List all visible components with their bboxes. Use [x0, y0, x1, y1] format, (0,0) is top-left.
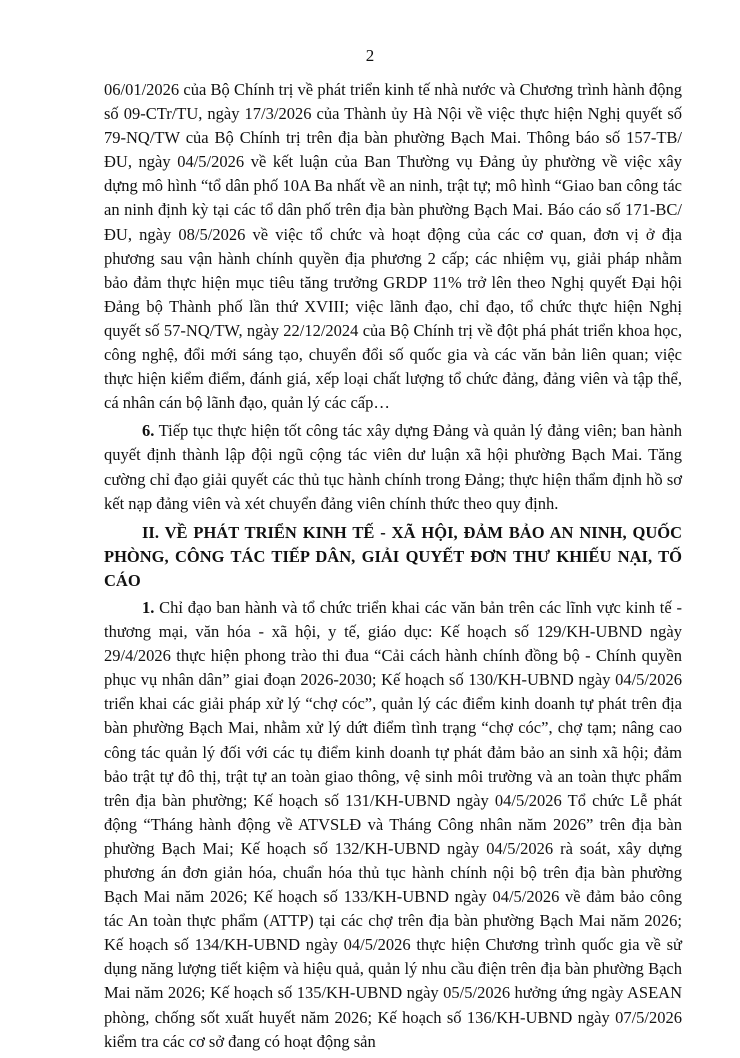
item-number: 1.: [142, 597, 155, 617]
document-body: [104, 78, 682, 1058]
paragraph-continuation: 06/01/2026 của Bộ Chính trị về phát triển kinh tế nhà nước và Chương trình hành động số 09-CTr/TU, ngày 17/3/2026 của Thành ủy Hà Nội về việc thực hiện Nghị quyết số 79-NQ/TW của Bộ Chính trị trên địa bàn phường Bạch Mai. Thông báo số 157-TB/ĐU, ngày 04/5/2026 về kết luận của Ban Thường vụ Đảng ủy phường về việc xây dựng mô hình “tổ dân phố 10A Ba nhất về an ninh, trật tự; mô hình “Giao ban công tác an ninh định kỳ tại các tổ dân phố trên địa bàn phường Bạch Mai. Báo cáo số 171-BC/ĐU, ngày 08/5/2026 về việc tổ chức và hoạt động của các cơ quan, đơn vị ở địa phương sau vận hành chính quyền địa phương 2 cấp; các nhiệm vụ, giải pháp nhằm bảo đảm thực hiện mục tiêu tăng trưởng GRDP 11% trở lên theo Nghị quyết Đại hội Đảng bộ Thành phố lần thứ XVIII; việc lãnh đạo, chỉ đạo, tổ chức thực hiện Nghị quyết số 57-NQ/TW, ngày 22/12/2024 của Bộ Chính trị về đột phá phát triển khoa học, công nghệ, đổi mới sáng tạo, chuyển đổi số quốc gia và các văn bản liên quan; việc thực hiện kiểm điểm, đánh giá, xếp loại chất lượng tổ chức đảng, đảng viên và tập thể, cá nhân cán bộ lãnh đạo, quản lý các cấp…: [104, 80, 682, 413]
paragraph-item-1: [104, 596, 682, 1054]
item-number: 6.: [142, 421, 155, 441]
section-heading: II. VỀ PHÁT TRIỂN KINH TẾ - XÃ HỘI, ĐẢM BẢO AN NINH, QUỐC PHÒNG, CÔNG TÁC TIẾP DÂN, GIẢI QUYẾT ĐƠN THƯ KHIẾU NẠI, TỐ CÁO: [104, 522, 682, 590]
paragraph-text: Chỉ đạo ban hành và tổ chức triển khai các văn bản trên các lĩnh vực kinh tế - thương mại, văn hóa - xã hội, y tế, giáo dục: Kế hoạch số 129/KH-UBND ngày 29/4/2026 thực hiện phong trào thi đua “Cải cách hành chính đồng bộ - Chính quyền phục vụ nhân dân” giai đoạn 2026-2030; Kế hoạch số 130/KH-UBND ngày 04/5/2026 triển khai các giải pháp xử lý “chợ cóc”, quản lý các điểm kinh doanh tự phát trên địa bàn phường Bạch Mai, nhằm xử lý dứt điểm tình trạng “chợ cóc”, chợ tạm; nâng cao công tác quản lý đối với các tụ điểm kinh doanh tự phát đảm bảo an sinh xã hội; đảm bảo trật tự đô thị, trật tự an toàn giao thông, vệ sinh môi trường và an toàn thực phẩm trên địa bàn phường; Kế hoạch số 131/KH-UBND ngày 04/5/2026 Tổ chức Lễ phát động “Tháng hành động về ATVSLĐ và Tháng Công nhân năm 2026” trên địa bàn phường Bạch Mai; Kế hoạch số 132/KH-UBND ngày 04/5/2026 rà soát, xây dựng phương án đơn giản hóa, chuẩn hóa thủ tục hành chính nội bộ trên địa bàn phường Bạch Mai năm 2026; Kế hoạch số 133/KH-UBND ngày 04/5/2026 về đảm bảo công tác An toàn thực phẩm (ATTP) tại các chợ trên địa bàn phường Bạch Mai năm 2026; Kế hoạch số 134/KH-UBND ngày 04/5/2026 thực hiện Chương trình quốc gia về sử dụng năng lượng tiết kiệm và hiệu quả, quản lý nhu cầu điện trên địa bàn phường Bạch Mai năm 2026; Kế hoạch số 135/KH-UBND ngày 05/5/2026 hưởng ứng ngày ASEAN phòng, chống sốt xuất huyết năm 2026; Kế hoạch số 136/KH-UBND ngày 07/5/2026 kiểm tra các cơ sở đang có hoạt động sản: [104, 597, 682, 1051]
paragraph-text: Tiếp tục thực hiện tốt công tác xây dựng Đảng và quản lý đảng viên; ban hành quyết định thành lập đội ngũ cộng tác viên dư luận xã hội phường Bạch Mai. Tăng cường chỉ đạo giải quyết các thủ tục hành chính trong Đảng; thực hiện thẩm định hồ sơ kết nạp đảng viên và xét chuyển đảng viên chính thức theo quy định.: [104, 421, 682, 513]
page-number: 2: [365, 46, 375, 65]
paragraph-item-6: [104, 419, 682, 515]
